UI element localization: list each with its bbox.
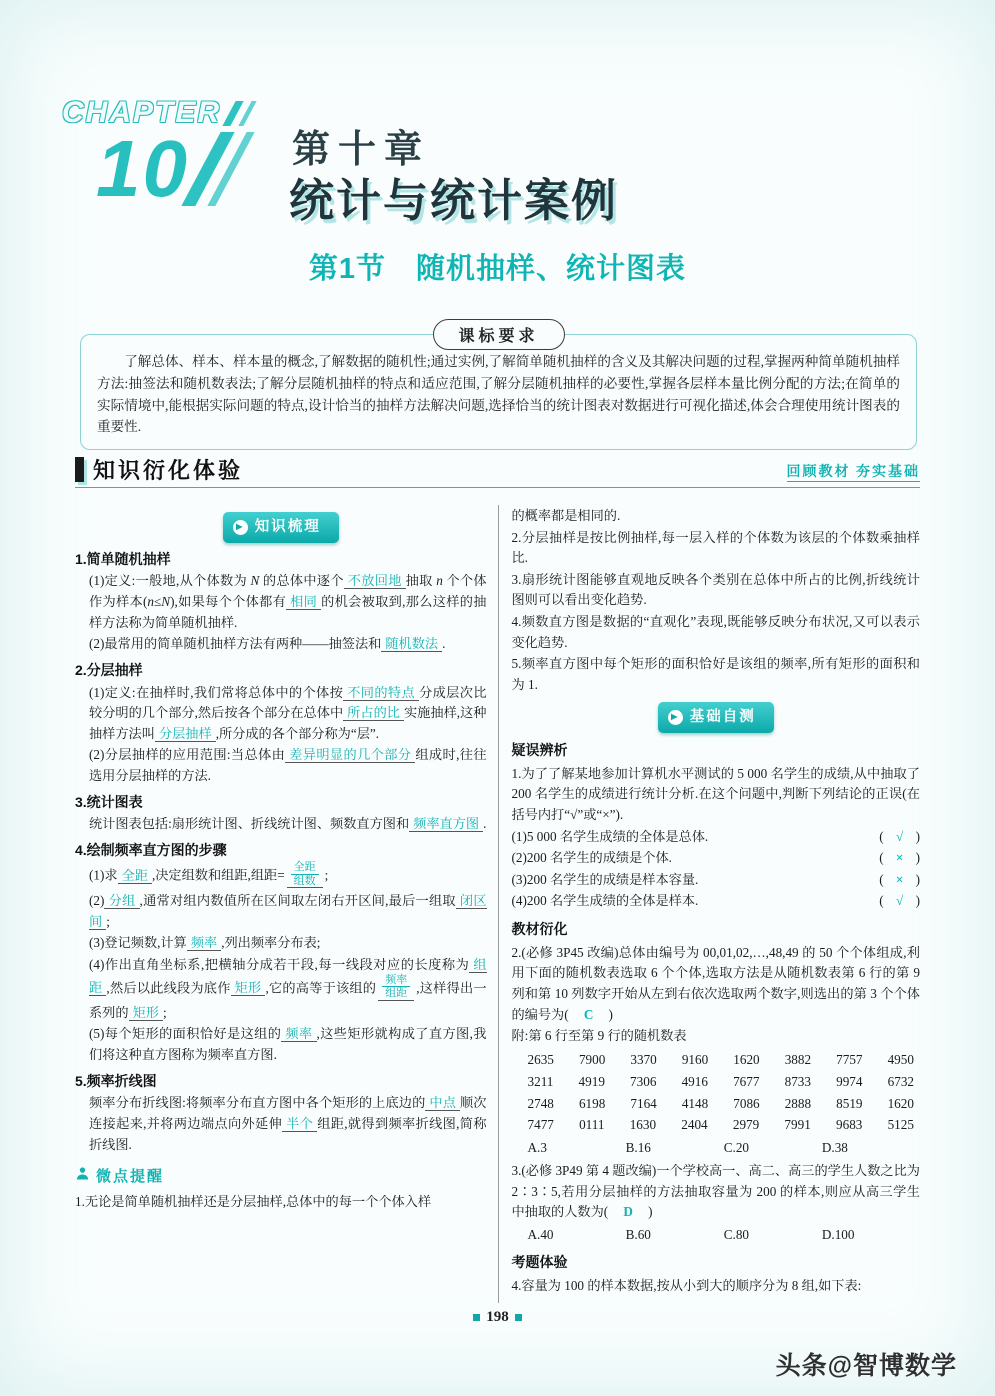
basic-selftest-badge [658, 702, 774, 733]
table-cell: 4919 [578, 1073, 605, 1089]
paren: ( [879, 850, 884, 866]
paragraph [75, 1192, 487, 1213]
paragraph [75, 891, 487, 932]
column-right [498, 505, 921, 1303]
table-row [512, 1114, 921, 1136]
badge-row [75, 512, 487, 543]
answer-blank: 不放回地 [344, 573, 406, 589]
watermark-text: 头条@智博数学 [775, 1352, 957, 1380]
fraction-denominator: 组距 [385, 987, 408, 1000]
answer-blank: 所占的比 [343, 705, 404, 721]
table-cell: 8733 [784, 1073, 811, 1089]
text: 实施抽样,这种抽样方法叫 [89, 705, 487, 741]
square-icon [473, 1314, 480, 1321]
knowledge-item-heading: 3.统计图表 [75, 793, 143, 810]
choice-option: C.80 [723, 1226, 750, 1242]
table-cell: 8519 [836, 1095, 863, 1111]
paragraph [75, 683, 487, 745]
judgement [879, 848, 920, 869]
answer-blank: 频率 [187, 935, 221, 951]
table-cell: 2404 [681, 1117, 708, 1133]
math-variable: n [436, 573, 443, 589]
table-cell: 3211 [527, 1073, 554, 1089]
content-columns [75, 505, 920, 1303]
statement-text: (1)5 000 名学生成绩的全体是总体. [511, 828, 709, 844]
paren: ) [915, 850, 920, 866]
paren: ) [915, 871, 920, 887]
text: ,它的高等于该组的 [265, 980, 377, 996]
text: (2)分层抽样的应用范围:当总体由 [89, 747, 286, 763]
table-cell: 6732 [887, 1073, 914, 1089]
paragraph [512, 1026, 921, 1047]
table-cell: 3882 [784, 1051, 812, 1067]
text: 附:第 6 行至第 9 行的随机数表 [511, 1028, 687, 1044]
text: (4)作出直角坐标系,把横轴分成若干段,每一线段对应的长度称为 [89, 956, 470, 972]
text: 组成时,往往选用分层抽样的方法. [89, 747, 487, 784]
text: ; [324, 867, 329, 883]
text: ,列出频率分布表; [221, 935, 321, 951]
table-cell: 1620 [733, 1051, 760, 1067]
text: (5)每个矩形的面积恰好是这组的 [89, 1026, 282, 1042]
answer-blank: 差异明显的几个部分 [285, 747, 415, 763]
paragraph [75, 860, 487, 890]
play-icon: ▶ [233, 520, 248, 535]
table-cell: 7306 [630, 1073, 657, 1089]
answer-blank: 全距 [118, 868, 152, 884]
math-variable: N [250, 573, 260, 589]
reminder-label: 微点提醒 [96, 1168, 165, 1186]
choice-option: D.38 [821, 1140, 848, 1156]
table-cell: 4148 [681, 1095, 709, 1111]
text: 频率分布折线图:将频率分布直方图中各个矩形的上底边的 [89, 1095, 426, 1111]
table-row [512, 1093, 921, 1115]
answer-blank: 矩形 [231, 980, 266, 996]
paren: ( [879, 893, 884, 909]
paragraph [75, 1024, 487, 1065]
answer-blank: 频率直方图 [409, 816, 483, 832]
requirements-label: 课标要求 [432, 319, 564, 350]
section-title: 第1节 随机抽样、统计图表 [308, 253, 687, 285]
text: ,然后以此线段为底作 [106, 980, 231, 996]
fraction-blank [378, 974, 414, 1001]
text: 的机会被取到,那么这样的抽样方法称为简单随机抽样. [89, 594, 487, 630]
text: (1)定义:在抽样时,我们常将总体中的个体按 [89, 684, 344, 700]
judgement-mark: × [895, 871, 904, 887]
chapter-name-cn: 第十章 [292, 129, 431, 171]
requirements-text: 了解总体、样本、样本量的概念,了解数据的随机性;通过实例,了解简单随机抽样的含义及其解决问题的过程,掌握两种简单随机抽样方法:抽签法和随机数表法;了解分层随机抽样的特点和适应范围,了解分层随机抽样的必要性,掌握各层样本量比例分配的方法;在简单的实际情境中,能根据实际问题的特点,设计恰当的抽样方法解决问题,选择恰当的统计图表对数据进行可视化描述,体会合理使用统计图表的重要性. [97, 354, 900, 435]
table-cell: 2979 [732, 1117, 760, 1133]
table-cell: 2635 [527, 1051, 554, 1067]
text: ,决定组数和组距,组距= [151, 867, 285, 883]
true-false-item [512, 870, 921, 891]
fraction-blank [287, 861, 323, 888]
text: ,通常对组内数值所在区间取左闭右开区间,最后一组取 [139, 893, 456, 909]
judgement-mark: × [895, 850, 904, 866]
table-cell: 7477 [527, 1117, 554, 1133]
paragraph [75, 634, 487, 655]
judgement [879, 891, 920, 912]
table-cell: 4950 [887, 1051, 914, 1067]
table-cell: 9683 [836, 1117, 863, 1133]
knowledge-section-subtitle: 回顾教材 夯实基础 [787, 461, 921, 482]
table-cell: 5125 [887, 1117, 914, 1133]
paragraph [75, 745, 487, 786]
text: ) [634, 1204, 653, 1220]
text: ,所分成的各个部分称为“层”. [215, 725, 380, 741]
answer-blank: 分层抽样 [155, 726, 216, 742]
table-cell: 1620 [887, 1095, 914, 1111]
table-cell: 0111 [579, 1117, 605, 1133]
person-icon [75, 1165, 90, 1188]
paragraph [512, 612, 921, 653]
paragraph [75, 933, 487, 954]
section-marker-icon [75, 457, 84, 482]
text: 个个体作为样本( [89, 573, 487, 610]
text: 组距,就得到频率折线图,简称折线图. [89, 1116, 487, 1152]
math-variable: n [147, 594, 155, 610]
subsection-heading: 考题体验 [511, 1254, 568, 1271]
text: 的概率都是相同的. [511, 508, 621, 523]
text: . [483, 816, 487, 832]
choice-row [512, 1138, 921, 1159]
table-cell: 6198 [578, 1095, 606, 1111]
text: 5.频率直方图中每个矩形的面积恰好是该组的频率,所有矩形的面积和为 1. [511, 656, 920, 692]
judgement-mark: √ [895, 893, 904, 909]
text: 4.频数直方图是数据的“直观化”表现,既能够反映分布状况,又可以表示变化趋势. [511, 613, 920, 650]
paragraph [75, 955, 487, 1023]
page-number-text: 198 [486, 1309, 509, 1325]
chapter-number-row [62, 123, 250, 213]
text: ),如果每个个体都有 [170, 594, 287, 610]
square-icon [515, 1314, 522, 1321]
knowledge-item-heading: 5.频率折线图 [75, 1072, 157, 1089]
table-cell: 4916 [681, 1073, 708, 1089]
text: (2)最常用的简单随机抽样方法有两种——抽签法和 [89, 636, 382, 652]
paragraph [512, 764, 921, 826]
paragraph [75, 814, 487, 835]
text: 4.容量为 100 的样本数据,按从小到大的顺序分为 8 组,如下表: [511, 1278, 862, 1294]
table-cell: 7677 [733, 1073, 760, 1089]
paren: ( [879, 828, 884, 844]
text: 2.(必修 3P45 改编)总体由编号为 00,01,02,…,48,49 的 50 个个体组成,利用下面的随机数表选取 6 个个体,选取方法是从随机数表第 6 行的第 9 列和第 10 列数字开始从左到右依次选取两个数字,则选出的第 3 个个体的编号为( [511, 944, 920, 1022]
knowledge-item-heading: 2.分层抽样 [75, 661, 143, 678]
math-variable: N [161, 594, 171, 610]
answer-blank: 半个 [282, 1116, 317, 1132]
paragraph [75, 571, 487, 633]
paragraph [512, 654, 921, 695]
play-icon: ▶ [668, 710, 683, 725]
text: (1)求 [89, 867, 118, 883]
chapter-title: 统计与统计案例 [289, 175, 619, 226]
true-false-item [512, 848, 921, 869]
knowledge-section-title: 知识衍化体验 [93, 458, 244, 483]
answer-blank: 随机数法 [381, 636, 442, 652]
judgement [879, 827, 920, 848]
judgement [879, 870, 920, 891]
paragraph [75, 1093, 487, 1155]
text: 1.无论是简单随机抽样还是分层抽样,总体中的每一个个体入样 [75, 1193, 432, 1209]
knowledge-section-header [75, 457, 920, 488]
table-cell: 7991 [784, 1117, 811, 1133]
table-cell: 7164 [630, 1095, 657, 1111]
text: ,这样得出一系列的 [89, 980, 487, 1020]
text: 3.扇形统计图能够直观地反映各个类别在总体中所占的比例,折线统计图则可以看出变化趋势. [511, 571, 920, 608]
choice-option: B.60 [625, 1226, 651, 1242]
statement-text: (4)200 名学生成绩的全体是样本. [511, 893, 699, 909]
reminder-heading [75, 1165, 487, 1188]
answer-blank: 分组 [104, 893, 139, 909]
true-false-item [512, 891, 921, 912]
table-cell: 3370 [630, 1051, 657, 1067]
table-cell: 2748 [527, 1095, 554, 1111]
true-false-item [512, 827, 921, 848]
choice-option: A.40 [527, 1226, 554, 1242]
table-cell: 2888 [784, 1095, 812, 1111]
fraction-numerator: 频率 [382, 974, 410, 988]
statement-text: (3)200 名学生的成绩是样本容量. [511, 871, 699, 887]
badge-label: 知识梳理 [254, 519, 321, 535]
text: 统计图表包括:扇形统计图、折线统计图、频数直方图和 [89, 816, 410, 832]
chapter-number: 10 [96, 123, 189, 213]
answer-blank: 闭区间 [89, 893, 487, 929]
column-left [75, 505, 498, 1303]
choice-option: A.3 [527, 1140, 547, 1156]
random-number-table [512, 1049, 921, 1137]
answer-blank: 不同的特点 [343, 685, 419, 701]
text: (1)定义:一般地,从个体数为 [89, 573, 251, 589]
paren: ( [879, 871, 884, 887]
answer-blank: 组距 [89, 956, 487, 996]
table-cell: 9160 [681, 1051, 709, 1067]
text: (3)登记频数,计算 [89, 935, 187, 951]
choice-option: C.20 [723, 1140, 750, 1156]
answer-blank: 中点 [425, 1095, 460, 1111]
text: 分成层次比较分明的几个部分,然后按各个部分在总体中 [89, 684, 487, 721]
fraction-denominator: 组数 [293, 874, 316, 887]
badge-row [512, 702, 921, 733]
subsection-heading: 教材衍化 [511, 920, 568, 937]
paragraph [512, 506, 921, 527]
text: 3.(必修 3P49 第 4 题改编)一个学校高一、高二、高三的学生人数之比为 2∶3∶5,若用分层抽样的方法抽取容量为 200 的样本,则应从高三学生中抽取的人数为( [511, 1162, 920, 1220]
table-cell: 9974 [836, 1073, 863, 1089]
text: ; [106, 913, 110, 929]
text: 的总体中逐个 [259, 573, 344, 589]
chapter-label: CHAPTER [62, 96, 222, 129]
paren: ) [915, 893, 920, 909]
chapter-logo [62, 96, 250, 213]
knowledge-outline-badge [223, 512, 339, 543]
table-row [512, 1071, 921, 1093]
text: 抽取 [405, 573, 437, 589]
paragraph [512, 943, 921, 1025]
answer-letter: D [623, 1204, 633, 1220]
answer-blank: 频率 [281, 1026, 316, 1042]
paragraph [512, 570, 921, 611]
table-cell: 7086 [733, 1095, 760, 1111]
paren: ) [915, 828, 920, 844]
judgement-mark: √ [895, 828, 904, 844]
answer-blank: 相同 [286, 594, 321, 610]
knowledge-item-heading: 1.简单随机抽样 [75, 550, 171, 567]
text: . [442, 636, 446, 652]
paragraph [512, 1161, 921, 1223]
text: ,这些矩形就构成了直方图,我们将这种直方图称为频率直方图. [89, 1026, 487, 1062]
badge-label: 基础自测 [689, 709, 756, 726]
paragraph [512, 528, 921, 569]
text: ) [595, 1006, 613, 1022]
table-cell: 7900 [578, 1051, 606, 1067]
choice-option: D.100 [821, 1226, 855, 1242]
text: ; [162, 1004, 167, 1020]
page-number [0, 1309, 995, 1326]
statement-text: (2)200 名学生的成绩是个体. [511, 850, 672, 866]
text: ≤ [154, 594, 162, 610]
choice-option: B.16 [625, 1140, 651, 1156]
table-cell: 1630 [629, 1117, 657, 1133]
paragraph [512, 1276, 921, 1297]
table-cell: 7757 [836, 1051, 863, 1067]
text: 顺次连接起来,并将两边端点向外延伸 [89, 1095, 487, 1131]
answer-blank: 矩形 [129, 1005, 163, 1021]
answer-letter: C [583, 1006, 594, 1022]
choice-row [512, 1225, 921, 1246]
text: 1.为了了解某地参加计算机水平测试的 5 000 名学生的成绩,从中抽取了 200 名学生的成绩进行统计分析.在这个问题中,判断下列结论的正误(在括号内打“√”或“×”). [511, 765, 920, 822]
curriculum-requirements-box [80, 328, 917, 450]
text: 2.分层抽样是按比例抽样,每一层入样的个体数为该层的个体数乘抽样比. [511, 529, 920, 566]
fraction-numerator: 全距 [291, 861, 319, 875]
knowledge-item-heading: 4.绘制频率直方图的步骤 [75, 842, 227, 859]
table-row [512, 1049, 921, 1071]
text: (2) [89, 893, 105, 909]
subsection-heading: 疑误辨析 [511, 741, 568, 758]
